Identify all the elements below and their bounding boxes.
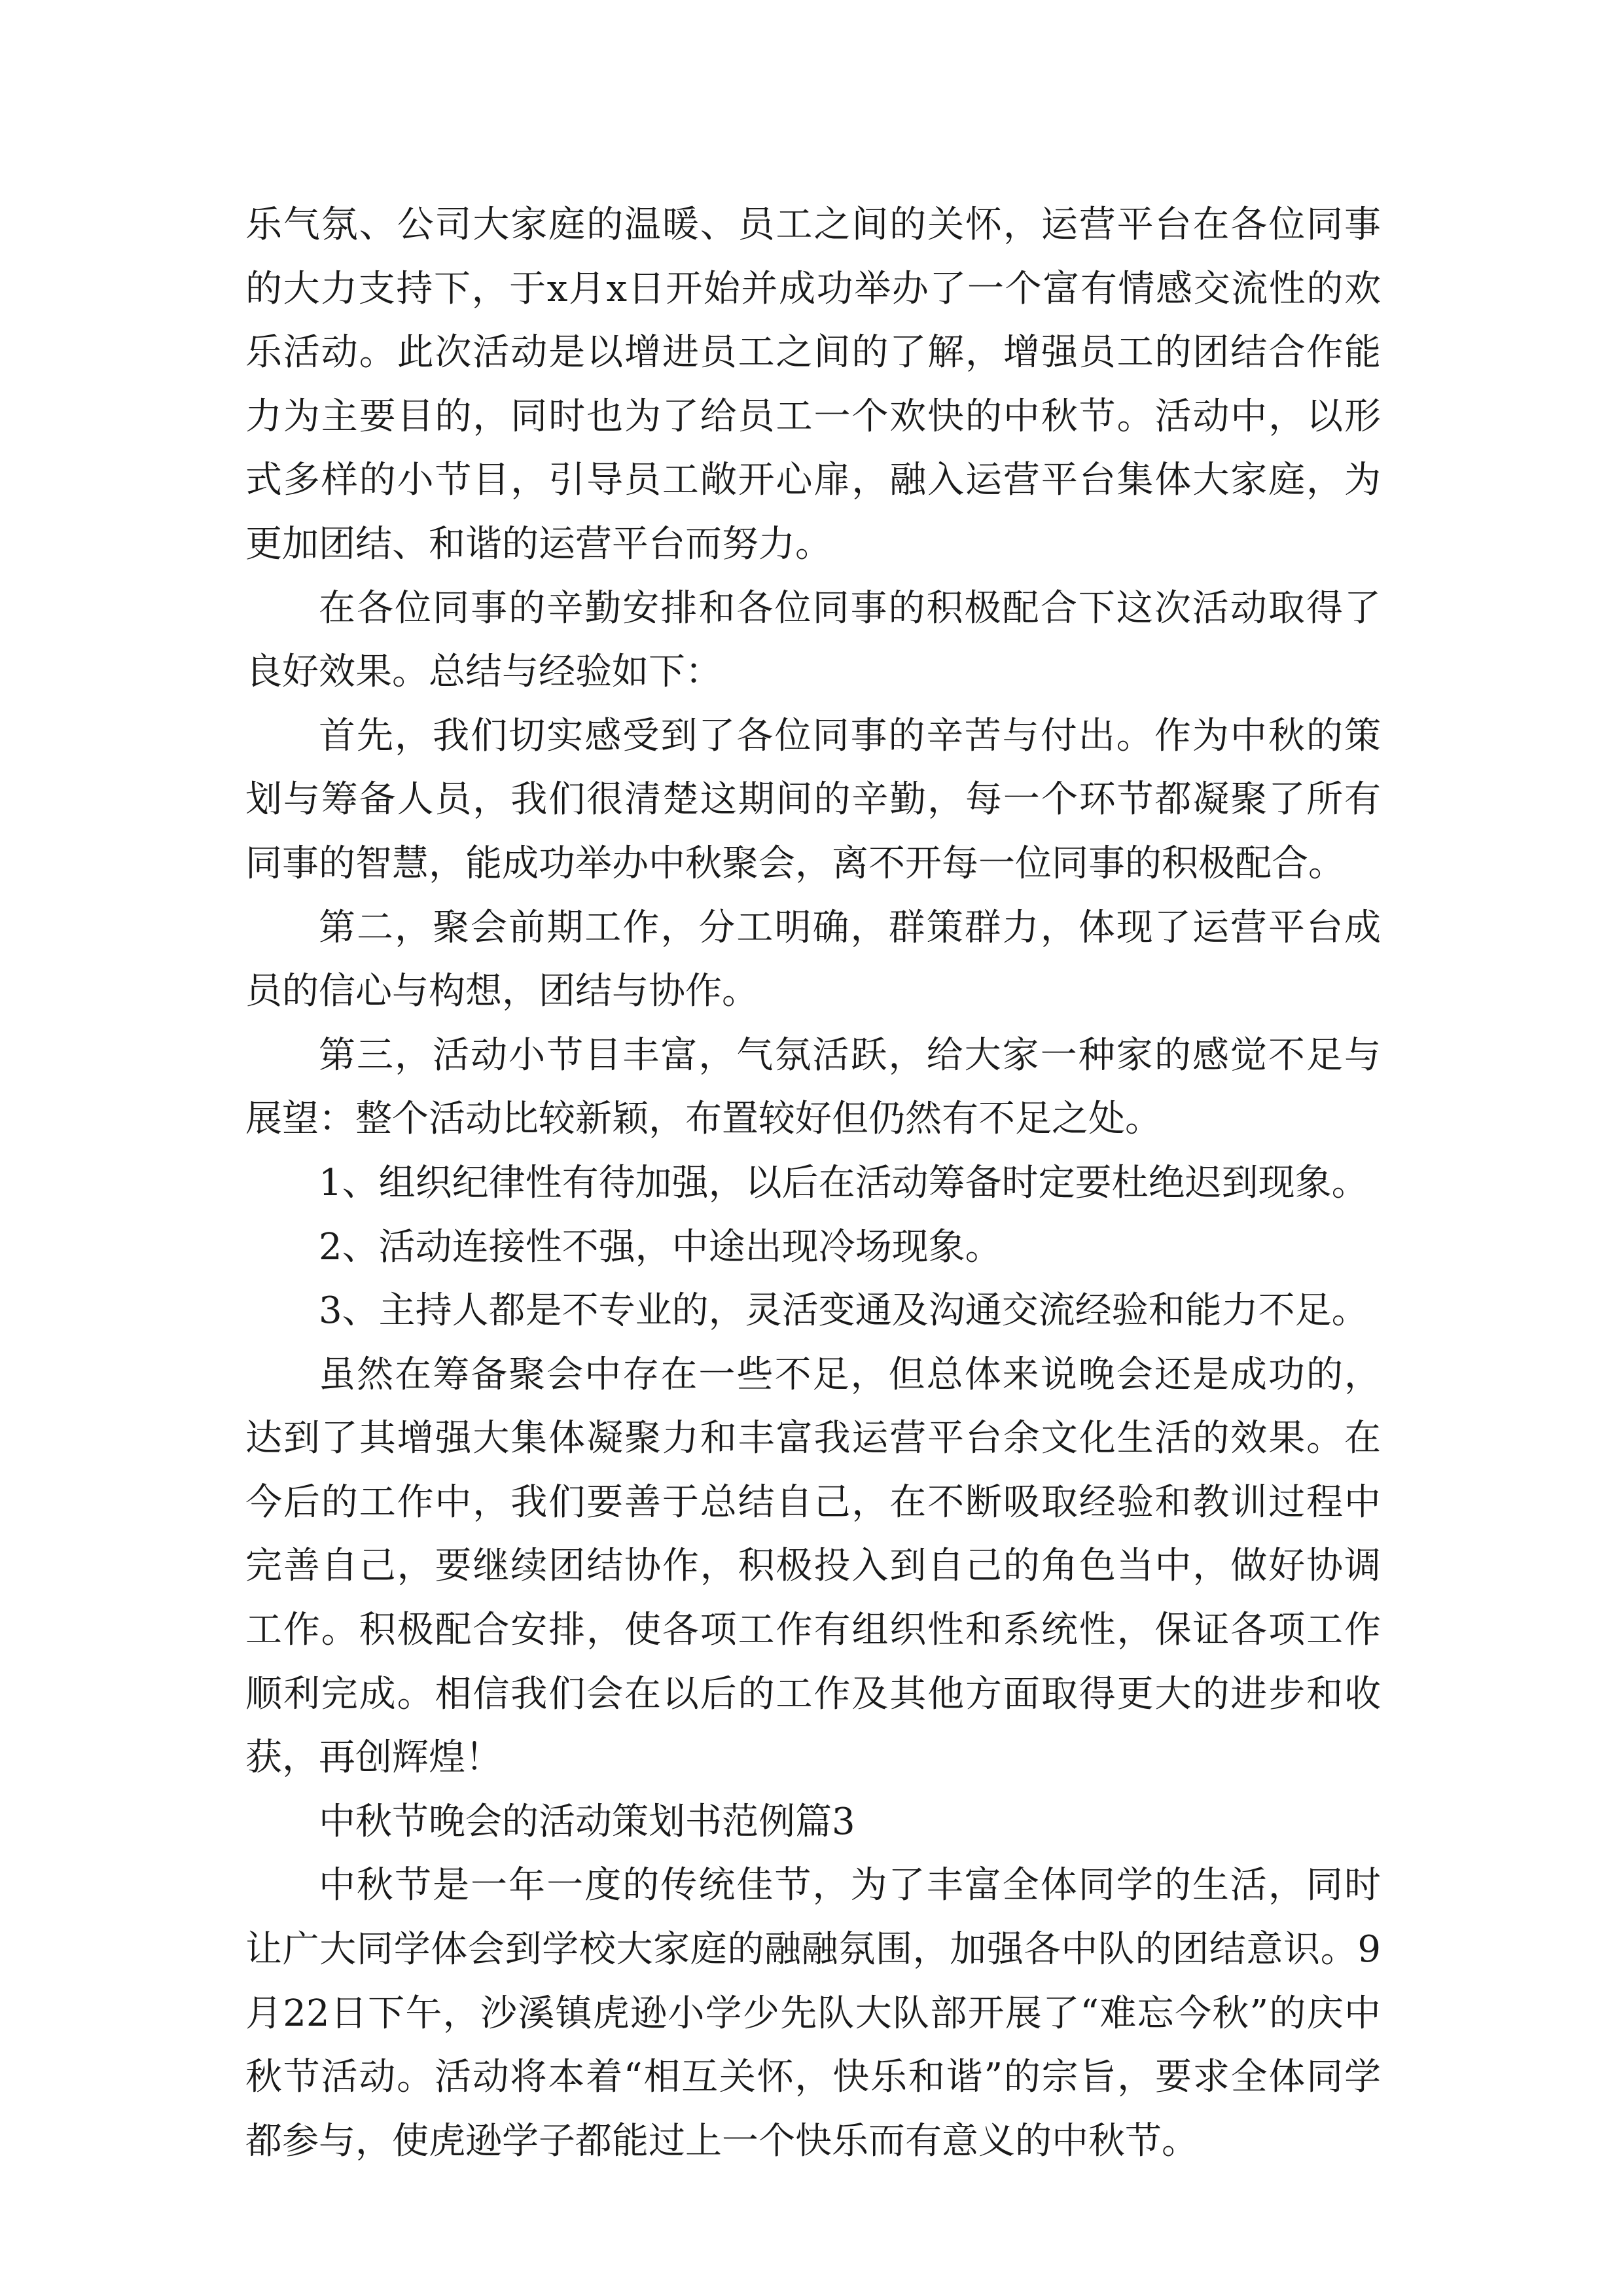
section-heading: 中秋节晚会的活动策划书范例篇3 xyxy=(319,1800,855,1843)
list-item-1: 1、组织纪律性有待加强，以后在活动筹备时定要杜绝迟到现象。 xyxy=(319,1161,1368,1204)
document-body xyxy=(245,193,1381,2173)
paragraph-conclusion: 虽然在筹备聚会中存在一些不足，但总体来说晚会还是成功的，达到了其增强大集体凝聚力和丰富我运营平台余文化生活的效果。在今后的工作中，我们要善于总结自己，在不断吸取经验和教训过程中完善自己，要继续团结协作，积极投入到自己的角色当中，做好协调工作。积极配合安排，使各项工作有组织性和系统性，保证各项工作顺利完成。相信我们会在以后的工作及其他方面取得更大的进步和收获，再创辉煌！ xyxy=(245,1353,1381,1780)
paragraph-summary-intro: 在各位同事的辛勤安排和各位同事的积极配合下这次活动取得了良好效果。总结与经验如下： xyxy=(245,586,1381,694)
paragraph-second-point: 第二，聚会前期工作，分工明确，群策群力，体现了运营平台成员的信心与构想，团结与协作。 xyxy=(245,906,1381,1013)
paragraph-continued: 乐气氛、公司大家庭的温暖、员工之间的关怀，运营平台在各位同事的大力支持下，于x月x日开始并成功举办了一个富有情感交流性的欢乐活动。此次活动是以增进员工之间的了解，增强员工的团结合作能力为主要目的，同时也为了给员工一个欢快的中秋节。活动中，以形式多样的小节目，引导员工敞开心扉，融入运营平台集体大家庭，为更加团结、和谐的运营平台而努力。 xyxy=(245,204,1381,565)
paragraph-section-3-intro: 中秋节是一年一度的传统佳节，为了丰富全体同学的生活，同时让广大同学体会到学校大家庭的融融氛围，加强各中队的团结意识。9月22日下午，沙溪镇虎逊小学少先队大队部开展了“难忘今秋”的庆中秋节活动。活动将本着“相互关怀，快乐和谐”的宗旨，要求全体同学都参与，使虎逊学子都能过上一个快乐而有意义的中秋节。 xyxy=(245,1864,1382,2162)
paragraph-first-point: 首先，我们切实感受到了各位同事的辛苦与付出。作为中秋的策划与筹备人员，我们很清楚这期间的辛勤，每一个环节都凝聚了所有同事的智慧，能成功举办中秋聚会，离不开每一位同事的积极配合。 xyxy=(245,714,1381,885)
list-item-2: 2、活动连接性不强，中途出现冷场现象。 xyxy=(319,1225,1002,1268)
paragraph-third-point: 第三，活动小节目丰富，气氛活跃，给大家一种家的感觉不足与展望：整个活动比较新颖，布置较好但仍然有不足之处。 xyxy=(245,1033,1381,1141)
list-item-3: 3、主持人都是不专业的，灵活变通及沟通交流经验和能力不足。 xyxy=(319,1289,1368,1333)
